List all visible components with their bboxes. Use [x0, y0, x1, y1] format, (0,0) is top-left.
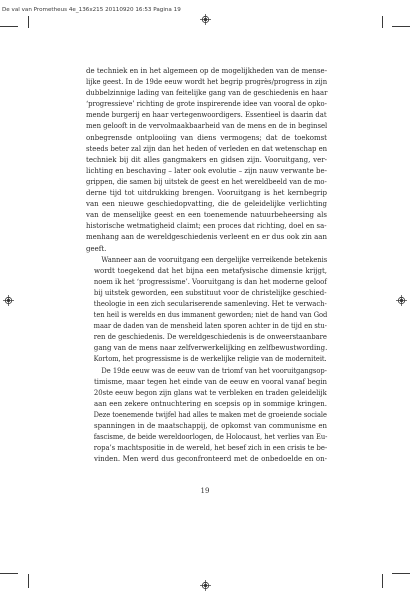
- crop-mark-top-left-h: [0, 26, 18, 27]
- crop-mark-bottom-left-h: [0, 573, 18, 574]
- text-line: onbegrensde ontplooiing van diens vermogens; dat de toekomst: [86, 133, 327, 142]
- paragraph: [86, 366, 327, 466]
- print-slug: De val van Prometheus 4e_136x215 20110920 16:53 Pagina 19: [2, 7, 181, 13]
- text-line: timisme, maar tegen het einde van de eeuw en vooral vanaf begin: [93, 377, 328, 386]
- text-line: van een nieuwe geschiedopvatting, die de geleidelijke verlichting: [86, 200, 327, 209]
- text-line: fascisme, de beide wereldoorlogen, de Holocaust, het verlies van Eu-: [93, 433, 328, 442]
- registration-mark-right: [396, 295, 407, 306]
- text-line: lijke geest. In de 19de eeuw wordt het begrip progrès/progress in zijn: [86, 78, 328, 87]
- text-line: ‘progressieve’ richting de grote inspirerende idee van vooral de opko-: [86, 100, 327, 109]
- registration-mark-bottom: [200, 580, 211, 591]
- crop-mark-top-right-v: [382, 16, 383, 28]
- text-line: Kortom, het progressisme is de werkelijke religie van de moderniteit.: [93, 355, 327, 364]
- text-line: de techniek en in het algemeen op de mogelijkheden van de mense-: [86, 67, 328, 75]
- text-line: menhang aan de wereldgeschiedenis verleent en er dus ook zin aan: [86, 233, 327, 242]
- crop-mark-bottom-right-h: [392, 573, 410, 574]
- crop-mark-top-right-h: [392, 26, 410, 27]
- paragraph: [86, 66, 327, 255]
- text-line: De 19de eeuw was de eeuw van de triomf van het vooruitgangsop-: [101, 366, 327, 375]
- text-line: 20ste eeuw begon zijn glans wat te verbleken en traden geleidelijk: [93, 388, 327, 397]
- text-line: noem ik het ‘progressisme’. Vooruitgang is dan het moderne geloof: [93, 277, 327, 286]
- registration-mark-top: [200, 14, 211, 25]
- text-line: ren de geschiedenis. De wereldgeschiedenis is de onweerstaanbare: [93, 333, 327, 342]
- crop-mark-top-left-v: [28, 16, 29, 28]
- text-line: steeds beter zal zijn dan het heden of verleden en dat wetenschap en: [86, 144, 328, 153]
- text-line: aan een zekere ontnuchtering en scepsis op in sommige kringen.: [94, 399, 327, 408]
- registration-mark-left: [3, 295, 14, 306]
- text-line: geeft.: [86, 244, 107, 253]
- text-line: historische wetmatigheid claimt; een proces dat richting, doel en sa-: [86, 222, 327, 231]
- text-line: maar de daden van de mensheid laten sporen achter in de tijd en stu-: [93, 322, 327, 331]
- text-line: men gelooft in de vervolmaakbaarheid van de mens en de in beginsel: [86, 122, 328, 131]
- text-line: ten heil is werelds en dus immanent geworden; niet de hand van God: [93, 311, 328, 320]
- text-line: lichting en beschaving – later ook evolutie – zijn nauw verwante be-: [86, 166, 327, 175]
- text-line: Deze toenemende twijfel had alles te maken met de groeiende sociale: [93, 410, 327, 419]
- page-number: 19: [200, 487, 210, 495]
- crop-mark-bottom-left-v: [28, 574, 29, 588]
- body-text: [86, 66, 327, 465]
- text-line: Wanneer aan de vooruitgang een dergelijke verreikende betekenis: [101, 255, 328, 264]
- text-line: gang van de mens naar zelfverwerkelijking en zelfbewustwording.: [93, 344, 328, 353]
- text-line: derne tijd tot uitdrukking brengen. Vooruitgang is het kernbegrip: [86, 189, 327, 198]
- text-line: spanningen in de maatschappij, de opkomst van communisme en: [94, 422, 327, 430]
- crop-mark-bottom-right-v: [382, 574, 383, 588]
- text-line: bij uitstek geworden, een substituut voor de christelijke geschied-: [93, 288, 327, 297]
- text-line: dubbelzinnige lading van feitelijke gang van de geschiedenis en haar: [86, 89, 328, 98]
- text-line: theologie in een zich seculariserende samenleving. Het te verwach-: [93, 299, 327, 308]
- text-line: wordt toegekend dat het bijna een metafysische dimensie krijgt,: [94, 266, 327, 275]
- paragraph: [86, 255, 327, 366]
- text-line: ropa’s machtspositie in de wereld, het besef zich in een crisis te be-: [93, 444, 328, 453]
- text-line: techniek bij dit alles gangmakers en gidsen zijn. Vooruitgang, ver-: [86, 155, 327, 164]
- text-line: van de menselijke geest en een toenemende natuurbeheersing als: [86, 211, 327, 220]
- text-line: grippen, die samen bij uitstek de geest en het wereldbeeld van de mo-: [86, 177, 327, 186]
- text-line: mende burgerij en haar vertegenwoordigers. Essentieel is daarin dat: [86, 111, 327, 120]
- text-line: vinden. Men werd dus geconfronteerd met de onbedoelde en on-: [94, 455, 327, 464]
